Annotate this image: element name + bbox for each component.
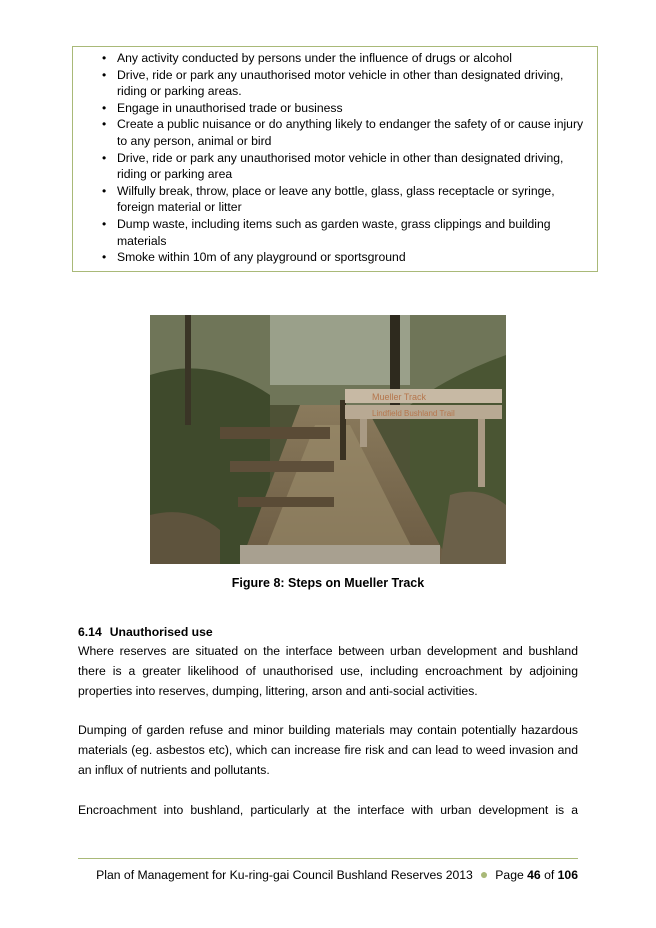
bullet-icon: • <box>102 67 107 82</box>
paragraph: Dumping of garden refuse and minor building materials may contain potentially hazardous materials (eg. asbestos etc), which can increase fire risk and can lead to weed invasion and an influx of nutrients and pollutants. <box>78 723 578 777</box>
page-footer <box>78 866 578 882</box>
section-number: 6.14 <box>78 625 102 639</box>
list-item: • Wilfully break, throw, place or leave any bottle, glass, glass receptacle or syringe, foreign material or litter <box>102 183 555 215</box>
list-item: • Drive, ride or park any unauthorised motor vehicle in other than designated driving, riding or parking area <box>102 150 564 182</box>
dot-separator-icon: ● <box>479 866 489 882</box>
list-item: • Smoke within 10m of any playground or sportsground <box>102 250 406 265</box>
restrictions-list <box>73 50 597 266</box>
footer-of-label: of <box>544 868 555 882</box>
page-current: 46 <box>527 868 541 882</box>
restrictions-box <box>72 46 598 272</box>
footer-doc-title: Plan of Management for Ku-ring-gai Council Bushland Reserves 2013 <box>96 868 473 882</box>
bullet-icon: • <box>102 216 107 231</box>
bullet-icon: • <box>102 117 107 132</box>
paragraph: Encroachment into bushland, particularly at the interface with urban development is a <box>78 803 578 817</box>
list-item: • Create a public nuisance or do anything likely to endanger the safety of or cause injury to any person, animal or bird <box>102 117 584 148</box>
list-item: • Engage in unauthorised trade or business <box>102 100 343 115</box>
sign-line-1: Mueller Track <box>372 392 427 402</box>
footer-page-label: Page <box>495 868 524 882</box>
figure-caption: Figure 8: Steps on Mueller Track <box>231 576 425 590</box>
bullet-icon: • <box>102 250 107 265</box>
list-item: • Drive, ride or park any unauthorised motor vehicle in other than designated driving, riding or parking areas. <box>102 67 564 99</box>
list-item: • Dump waste, including items such as garden waste, grass clippings and building materials <box>102 216 551 248</box>
bullet-icon: • <box>102 150 107 165</box>
section-title: Unauthorised use <box>109 625 213 639</box>
bullet-icon: • <box>102 51 107 65</box>
list-item: • Any activity conducted by persons under the influence of drugs or alcohol <box>102 51 512 65</box>
bullet-icon: • <box>102 100 107 115</box>
section-heading <box>78 625 213 639</box>
photo-illustration <box>150 315 506 564</box>
footer-divider <box>78 858 578 859</box>
mueller-track-photo <box>150 315 506 564</box>
sign-line-2: Lindfield Bushland Trail <box>372 409 455 418</box>
bullet-icon: • <box>102 183 107 198</box>
page-total: 106 <box>557 868 578 882</box>
paragraph: Where reserves are situated on the interface between urban development and bushland there is a greater likelihood of unauthorised use, including encroachment by adjoining properties into reserves, dumping, littering, arson and anti-social activities. <box>78 644 578 698</box>
